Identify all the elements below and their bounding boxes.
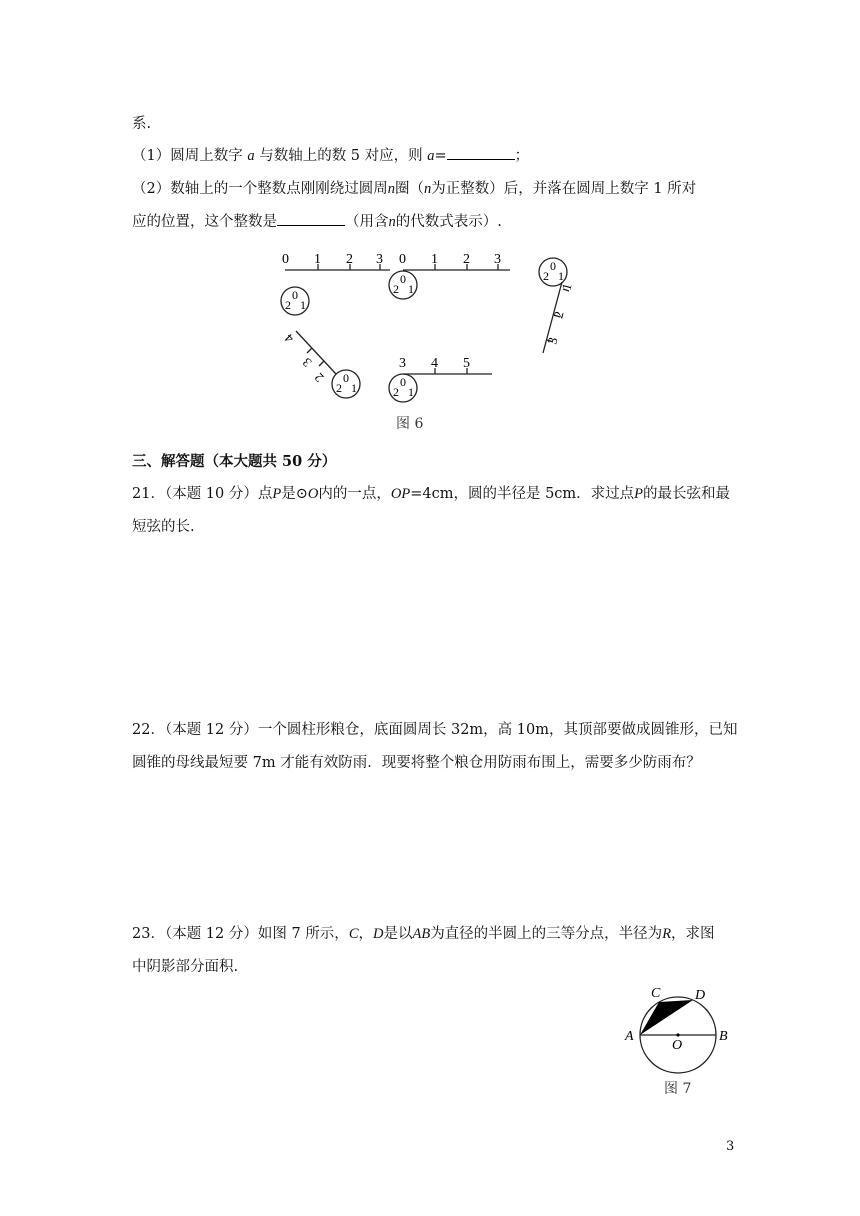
q20-part2-line2 <box>132 211 502 233</box>
equals-sign: = <box>434 148 447 164</box>
text: 是以 <box>383 926 413 942</box>
axis1-tick-2: 2 <box>346 252 353 267</box>
circle3-label-1: 1 <box>558 269 564 283</box>
text: 内的一点， <box>318 486 391 502</box>
q22-line2: 圆锥的母线最短要 7m 才能有效防雨．现要将整个粮仓用防雨布围上，需要多少防雨布？ <box>132 755 701 771</box>
circle2-label-2: 2 <box>393 282 399 296</box>
circle2-label-1: 1 <box>408 282 414 296</box>
tilted-right-label-2: 2 <box>550 309 567 320</box>
var-a: a <box>247 148 255 164</box>
text: 的最长弦和最 <box>643 486 731 502</box>
axis2-tick-3: 3 <box>494 252 501 267</box>
text: （用含 <box>345 214 389 230</box>
q20-part2-line1 <box>132 178 696 200</box>
q20-1-prefix: （1）圆周上数字 <box>132 148 243 164</box>
q21-line1 <box>132 483 730 505</box>
circle5-label-0: 0 <box>400 375 406 389</box>
text: 是⊙ <box>281 486 308 502</box>
text: （2）数轴上的一个整数点刚刚绕过圆周 <box>132 181 388 197</box>
q21-line2: 短弦的长. <box>132 519 195 535</box>
var-OP: OP <box>390 486 411 502</box>
circle1-label-0: 0 <box>292 288 298 302</box>
fig7-label-D: D <box>695 988 706 1003</box>
circle2-label-0: 0 <box>400 272 406 286</box>
fig7-label-A: A <box>625 1029 634 1044</box>
axis1-tick-1: 1 <box>314 252 321 267</box>
axis2-tick-2: 2 <box>463 252 470 267</box>
intro-line: 系. <box>132 116 152 132</box>
text: 圈（ <box>394 181 424 197</box>
tilted-right-label-1: 1 <box>558 281 575 292</box>
circle4-label-0: 0 <box>343 371 349 385</box>
axis1-tick-3: 3 <box>376 252 383 267</box>
var-n: n <box>387 181 395 197</box>
q23-line1 <box>132 923 715 945</box>
text: ，求图 <box>671 926 715 942</box>
var-C: C <box>348 926 359 942</box>
circle4-label-2: 2 <box>336 381 342 395</box>
q20-1-mid: 与数轴上的数 5 对应，则 <box>259 148 423 164</box>
circle5-label-1: 1 <box>408 385 414 399</box>
fig7-label-B: B <box>719 1029 728 1044</box>
circle3-label-2: 2 <box>543 269 549 283</box>
var-R: R <box>662 926 672 942</box>
text: 的代数式表示）. <box>395 214 502 230</box>
var-n: n <box>423 181 432 197</box>
text: 应的位置，这个整数是 <box>132 214 277 230</box>
circle1-label-2: 2 <box>285 298 291 312</box>
text: 21．（本题 10 分）点 <box>132 486 273 502</box>
circle5-label-2: 2 <box>393 385 399 399</box>
text: =4cm，圆的半径是 5cm．求过点 <box>410 486 635 502</box>
tilted-left-label-3: 3 <box>299 354 315 371</box>
answer-blank-1[interactable] <box>447 145 515 160</box>
section-3-heading: 三、解答题（本大题共 50 分） <box>132 453 337 470</box>
fig7-label-C: C <box>651 986 661 1001</box>
text: 23．（本题 12 分）如图 7 所示， <box>132 926 349 942</box>
answer-blank-2[interactable] <box>277 211 345 226</box>
circle4-label-1: 1 <box>351 381 357 395</box>
q20-part1 <box>132 145 529 167</box>
text: 为正整数）后，并落在圆周上数字 1 所对 <box>431 181 697 197</box>
var-AB: AB <box>412 926 431 942</box>
text: ， <box>358 926 373 942</box>
axis1-tick-0: 0 <box>282 252 289 267</box>
q23-line2: 中阴影部分面积. <box>132 959 239 975</box>
var-D: D <box>372 926 384 942</box>
var-P: P <box>272 486 282 502</box>
q22-line1: 22．（本题 12 分）一个圆柱形粮仓，底面圆周长 32m，高 10m，其顶部要做成圆锥形，已知 <box>132 722 738 738</box>
var-a2: a <box>427 148 435 164</box>
var-O: O <box>307 486 319 502</box>
figure-6-caption: 图 6 <box>396 416 424 432</box>
tilted-right-label-3: 3 <box>544 335 561 346</box>
figure-7-caption: 图 7 <box>664 1081 692 1097</box>
page-number: 3 <box>726 1139 735 1154</box>
tilted-left-label-4: 4 <box>281 330 297 347</box>
axis2-tick-0: 0 <box>399 252 406 267</box>
tilted-left-label-2: 2 <box>311 369 327 386</box>
fig7-label-O: O <box>672 1038 683 1053</box>
axis3-tick-5: 5 <box>463 356 470 371</box>
circle3-label-0: 0 <box>550 259 556 273</box>
axis2-tick-1: 1 <box>431 252 438 267</box>
var-P: P <box>634 486 644 502</box>
var-n: n <box>388 214 396 230</box>
q20-1-end: ； <box>514 148 530 164</box>
circle1-label-1: 1 <box>300 298 306 312</box>
axis3-tick-4: 4 <box>431 356 438 371</box>
figure-6 <box>0 245 860 445</box>
axis3-tick-3: 3 <box>399 356 406 371</box>
text: 为直径的半圆上的三等分点，半径为 <box>430 926 663 942</box>
